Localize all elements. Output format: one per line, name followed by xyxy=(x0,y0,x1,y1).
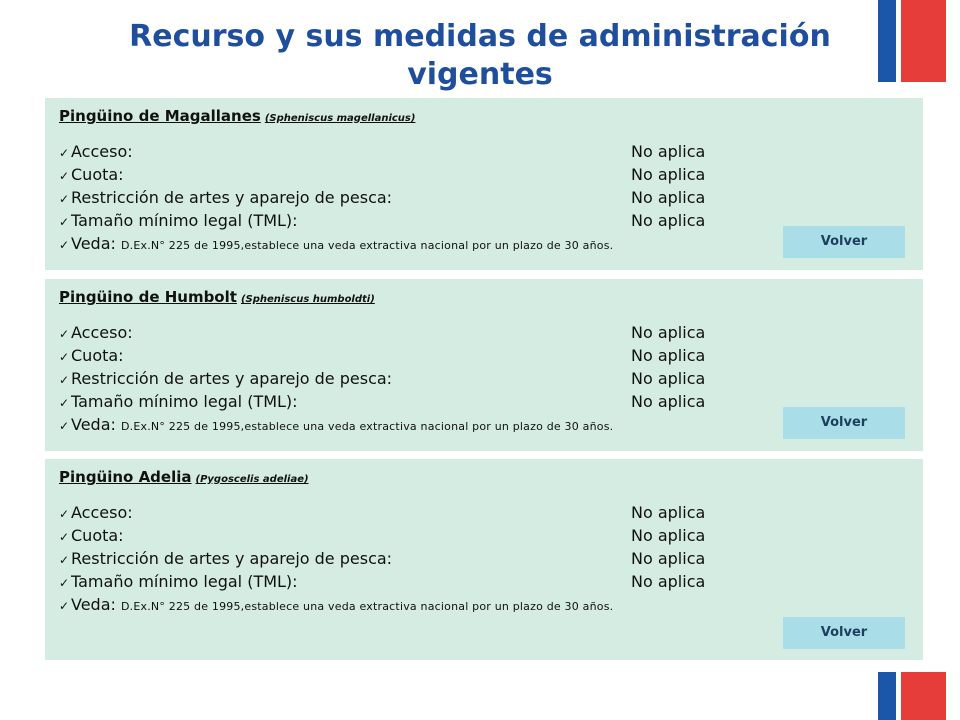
item-value: No aplica xyxy=(631,188,706,207)
item-value: No aplica xyxy=(631,392,706,411)
item-value: No aplica xyxy=(631,572,706,591)
item-value: No aplica xyxy=(631,526,706,545)
item-value: No aplica xyxy=(631,211,706,230)
item-label: Restricción de artes y aparejo de pesca: xyxy=(71,188,393,207)
item-label: Restricción de artes y aparejo de pesca: xyxy=(71,549,393,568)
item-value: No aplica xyxy=(631,165,706,184)
volver-button[interactable]: Volver xyxy=(781,405,907,441)
checkmark-icon: ✓ xyxy=(59,396,70,410)
card-adelia xyxy=(45,459,923,660)
item-label: Cuota: xyxy=(71,165,124,184)
item-value: No aplica xyxy=(631,323,706,342)
checkmark-icon: ✓ xyxy=(59,238,70,252)
species-name: Pingüino de Humbolt xyxy=(59,288,237,306)
card-humbolt xyxy=(45,279,923,451)
card-magallanes xyxy=(45,98,923,270)
checkmark-icon: ✓ xyxy=(59,215,70,229)
volver-button[interactable]: Volver xyxy=(781,224,907,260)
checkmark-icon: ✓ xyxy=(59,327,70,341)
checkmark-icon: ✓ xyxy=(59,576,70,590)
page-title: Recurso y sus medidas de administración vigentes xyxy=(129,19,831,92)
checkmark-icon: ✓ xyxy=(59,350,70,364)
species-name: Pingüino Adelia xyxy=(59,468,192,486)
scientific-name: (Spheniscus magellanicus) xyxy=(264,113,416,124)
item-value: No aplica xyxy=(631,346,706,365)
checkmark-icon: ✓ xyxy=(59,507,70,521)
scientific-name: (Spheniscus humboldti) xyxy=(240,294,375,305)
item-label: Acceso: xyxy=(71,323,133,342)
item-value: No aplica xyxy=(631,369,706,388)
species-name: Pingüino de Magallanes xyxy=(59,107,261,125)
chile-flag-logo xyxy=(878,672,946,720)
checkmark-icon: ✓ xyxy=(59,146,70,160)
veda-text: D.Ex.N° 225 de 1995,establece una veda extractiva nacional por un plazo de 30 años. xyxy=(121,420,614,433)
item-label: Tamaño mínimo legal (TML): xyxy=(71,572,298,591)
item-label: Veda: xyxy=(71,234,116,253)
list-item-cuota xyxy=(59,164,923,187)
checkmark-icon: ✓ xyxy=(59,169,70,183)
measures-list xyxy=(59,502,923,618)
veda-text: D.Ex.N° 225 de 1995,establece una veda extractiva nacional por un plazo de 30 años. xyxy=(121,600,614,613)
item-value: No aplica xyxy=(631,503,706,522)
volver-button[interactable]: Volver xyxy=(781,615,907,651)
list-item-restriccion xyxy=(59,368,923,391)
item-label: Veda: xyxy=(71,415,116,434)
item-value: No aplica xyxy=(631,142,706,161)
checkmark-icon: ✓ xyxy=(59,373,70,387)
item-label: Tamaño mínimo legal (TML): xyxy=(71,392,298,411)
item-label: Acceso: xyxy=(71,503,133,522)
card-title xyxy=(59,287,923,310)
list-item-tml xyxy=(59,571,923,594)
checkmark-icon: ✓ xyxy=(59,192,70,206)
card-title xyxy=(59,106,923,129)
list-item-acceso xyxy=(59,502,923,525)
chile-flag-logo xyxy=(878,0,946,82)
item-label: Veda: xyxy=(71,595,116,614)
list-item-restriccion xyxy=(59,548,923,571)
item-value: No aplica xyxy=(631,549,706,568)
checkmark-icon: ✓ xyxy=(59,553,70,567)
list-item-cuota xyxy=(59,525,923,548)
item-label: Cuota: xyxy=(71,526,124,545)
list-item-restriccion xyxy=(59,187,923,210)
list-item-acceso xyxy=(59,322,923,345)
checkmark-icon: ✓ xyxy=(59,530,70,544)
item-label: Tamaño mínimo legal (TML): xyxy=(71,211,298,230)
veda-text: D.Ex.N° 225 de 1995,establece una veda extractiva nacional por un plazo de 30 años. xyxy=(121,239,614,252)
checkmark-icon: ✓ xyxy=(59,599,70,613)
scientific-name: (Pygoscelis adeliae) xyxy=(195,474,309,485)
card-title xyxy=(59,467,923,490)
checkmark-icon: ✓ xyxy=(59,419,70,433)
item-label: Cuota: xyxy=(71,346,124,365)
list-item-cuota xyxy=(59,345,923,368)
item-label: Restricción de artes y aparejo de pesca: xyxy=(71,369,393,388)
list-item-acceso xyxy=(59,141,923,164)
item-label: Acceso: xyxy=(71,142,133,161)
